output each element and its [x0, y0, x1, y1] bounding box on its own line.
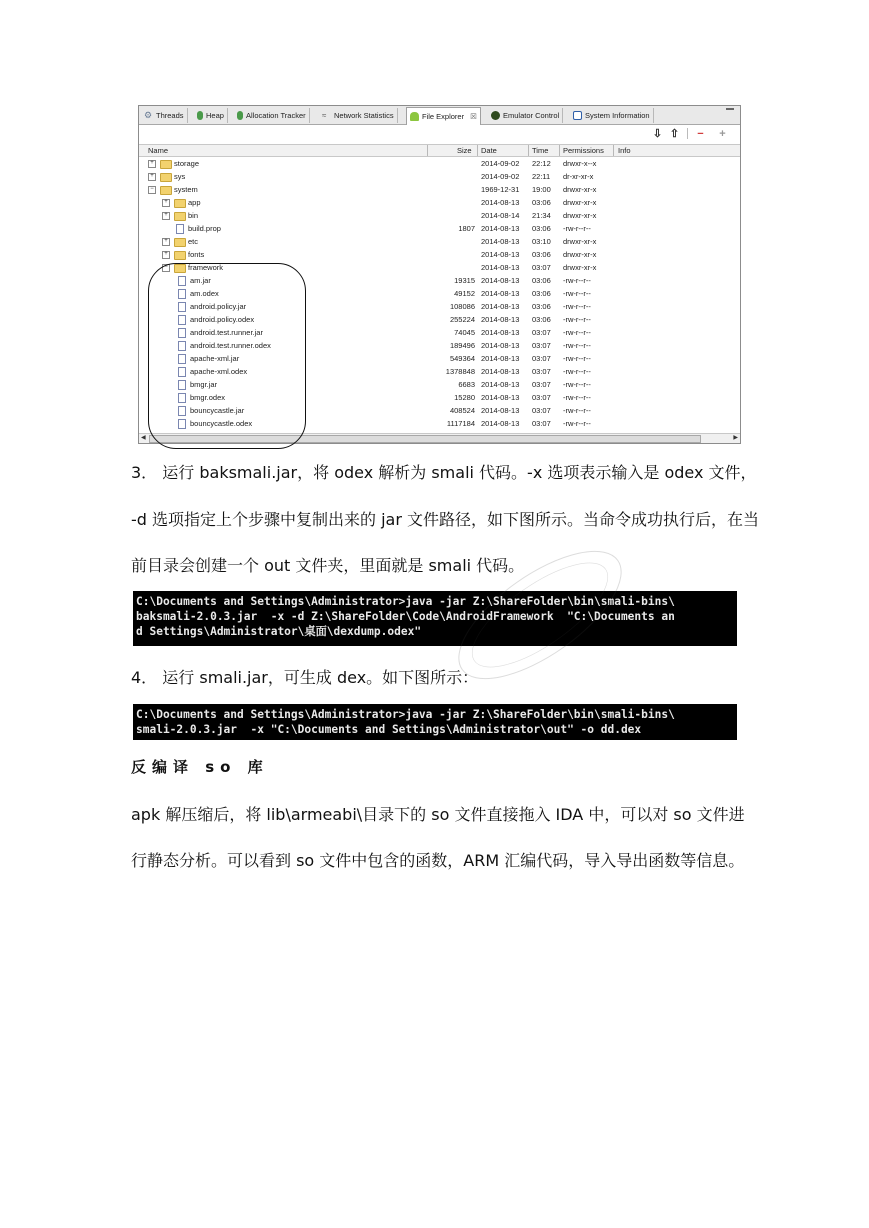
file-time: 03:07: [532, 354, 551, 363]
file-name: etc: [188, 237, 199, 246]
tree-folder-row[interactable]: [139, 235, 740, 248]
file-name: bmgr.odex: [190, 393, 226, 402]
file-permissions: -rw-r--r--: [563, 276, 591, 285]
file-time: 03:07: [532, 406, 551, 415]
file-time: 19:00: [532, 185, 551, 194]
step3-line3: 前目录会创建一个 out 文件夹，里面就是 smali 代码。: [131, 556, 525, 575]
tab-system-information[interactable]: [570, 108, 654, 123]
file-time: 03:06: [532, 276, 551, 285]
file-permissions: -rw-r--r--: [563, 367, 591, 376]
expand-icon[interactable]: +: [148, 160, 156, 168]
heap-icon: [197, 111, 203, 120]
pull-file-icon[interactable]: ⇩: [652, 128, 663, 140]
file-name: bouncycastle.odex: [190, 419, 253, 428]
file-date: 2014-08-13: [481, 406, 520, 415]
view-tab-bar: [139, 106, 740, 125]
console-line: C:\Documents and Settings\Administrator>java -jar Z:\ShareFolder\bin\smali-bins\: [136, 595, 675, 608]
section-line2: 行静态分析。可以看到 so 文件中包含的函数，ARM 汇编代码，导入导出函数等信息。: [131, 851, 745, 870]
file-date: 2014-08-13: [481, 276, 520, 285]
file-icon: [178, 341, 186, 351]
expand-icon[interactable]: +: [162, 251, 170, 259]
file-icon: [178, 276, 186, 286]
file-icon: [178, 393, 186, 403]
file-date: 2014-08-14: [481, 211, 520, 220]
folder-icon: [174, 264, 186, 273]
file-time: 03:06: [532, 289, 551, 298]
file-time: 22:12: [532, 159, 551, 168]
folder-icon: [174, 212, 186, 221]
console-line: smali-2.0.3.jar -x "C:\Documents and Settings\Administrator\out" -o dd.dex: [136, 723, 642, 736]
tree-file-row[interactable]: [139, 313, 740, 326]
push-file-icon[interactable]: ⇧: [669, 128, 680, 140]
folder-icon: [174, 251, 186, 260]
file-permissions: drwxr-x--x: [563, 159, 597, 168]
file-permissions: -rw-r--r--: [563, 341, 591, 350]
tab-label: Emulator Control: [503, 111, 560, 120]
step3-line1: 3． 运行 baksmali.jar，将 odex 解析为 smali 代码。-x 选项表示输入是 odex 文件，: [131, 463, 757, 482]
file-time: 03:07: [532, 393, 551, 402]
file-icon: [178, 315, 186, 325]
file-time: 03:06: [532, 302, 551, 311]
file-date: 2014-08-13: [481, 328, 520, 337]
file-permissions: -rw-r--r--: [563, 224, 591, 233]
scroll-right-icon[interactable]: ▶: [733, 435, 738, 441]
expand-icon[interactable]: +: [162, 199, 170, 207]
file-name: app: [188, 198, 201, 207]
file-date: 2014-08-13: [481, 289, 520, 298]
file-permissions: drwxr-xr-x: [563, 250, 597, 259]
ddms-file-explorer-screenshot: [138, 105, 741, 444]
tree-file-row[interactable]: [139, 404, 740, 417]
file-name: apache-xml.odex: [190, 367, 248, 376]
file-time: 03:10: [532, 237, 551, 246]
file-size: 19315: [454, 276, 475, 285]
section-heading: 反编译 so 库: [131, 758, 269, 776]
file-name: android.policy.jar: [190, 302, 247, 311]
file-icon: [178, 367, 186, 377]
file-date: 2014-08-13: [481, 341, 520, 350]
tab-label: Allocation Tracker: [246, 111, 306, 120]
tree-file-row[interactable]: [139, 287, 740, 300]
tab-label: File Explorer: [422, 112, 465, 121]
file-permissions: drwxr-xr-x: [563, 263, 597, 272]
file-permissions: -rw-r--r--: [563, 393, 591, 402]
file-permissions: -rw-r--r--: [563, 380, 591, 389]
step3-line2: -d 选项指定上个步骤中复制出来的 jar 文件路径，如下图所示。当命令成功执行后，在当: [131, 510, 760, 529]
column-info[interactable]: Info: [618, 146, 631, 155]
smali-console-screenshot: [133, 704, 737, 740]
tree-file-row[interactable]: [139, 300, 740, 313]
file-time: 03:06: [532, 224, 551, 233]
file-icon: [178, 328, 186, 338]
console-line: baksmali-2.0.3.jar -x -d Z:\ShareFolder\Code\AndroidFramework "C:\Documents an: [136, 610, 675, 623]
file-name: bouncycastle.jar: [190, 406, 245, 415]
file-time: 03:07: [532, 367, 551, 376]
file-time: 03:07: [532, 263, 551, 272]
column-time[interactable]: Time: [532, 146, 549, 155]
file-name: apache-xml.jar: [190, 354, 240, 363]
file-date: 2014-08-13: [481, 250, 520, 259]
file-permissions: drwxr-xr-x: [563, 198, 597, 207]
file-size: 15280: [454, 393, 475, 402]
file-icon: [178, 289, 186, 299]
network-icon: ≈: [322, 111, 327, 120]
folder-icon: [174, 238, 186, 247]
file-icon: [178, 406, 186, 416]
emulator-icon: [491, 111, 500, 120]
tree-folder-row[interactable]: [139, 248, 740, 261]
file-icon: [178, 302, 186, 312]
file-size: 74045: [454, 328, 475, 337]
file-time: 03:07: [532, 419, 551, 428]
file-time: 03:07: [532, 328, 551, 337]
file-date: 1969-12-31: [481, 185, 520, 194]
column-header: [139, 144, 740, 157]
console-line: d Settings\Administrator\桌面\dexdump.odex": [136, 625, 422, 638]
file-time: 21:34: [532, 211, 551, 220]
file-name: am.jar: [190, 276, 211, 285]
tab-label: Network Statistics: [334, 111, 394, 120]
file-icon: [178, 354, 186, 364]
file-date: 2014-08-13: [481, 419, 520, 428]
column-date[interactable]: Date: [481, 146, 497, 155]
tree-file-row[interactable]: [139, 365, 740, 378]
file-size: 49152: [454, 289, 475, 298]
minimize-icon[interactable]: [726, 108, 734, 112]
file-name: am.odex: [190, 289, 219, 298]
tree-file-row[interactable]: [139, 274, 740, 287]
baksmali-console-screenshot: [133, 591, 737, 646]
tree-file-row[interactable]: [139, 352, 740, 365]
tree-folder-row[interactable]: [139, 261, 740, 274]
file-size: 408524: [449, 406, 475, 415]
new-folder-icon[interactable]: +: [719, 127, 726, 140]
section-line1: apk 解压缩后，将 lib\armeabi\目录下的 so 文件直接拖入 IDA 中，可以对 so 文件进: [131, 805, 745, 824]
file-permissions: drwxr-xr-x: [563, 211, 597, 220]
file-permissions: -rw-r--r--: [563, 315, 591, 324]
collapse-icon[interactable]: −: [162, 264, 170, 272]
file-permissions: drwxr-xr-x: [563, 237, 597, 246]
file-icon: [178, 419, 186, 429]
expand-icon[interactable]: +: [148, 173, 156, 181]
file-size: 6683: [458, 380, 475, 389]
file-name: storage: [174, 159, 200, 168]
file-time: 22:11: [532, 172, 551, 181]
file-name: bin: [188, 211, 199, 220]
file-date: 2014-09-02: [481, 172, 520, 181]
file-date: 2014-08-13: [481, 224, 520, 233]
delete-icon[interactable]: −: [697, 127, 704, 140]
file-name: framework: [188, 263, 224, 272]
file-date: 2014-08-13: [481, 380, 520, 389]
tree-folder-row[interactable]: [139, 209, 740, 222]
toolbar-divider: [687, 128, 688, 139]
file-explorer-toolbar: [139, 125, 740, 142]
file-size: 1378848: [445, 367, 475, 376]
file-name: bmgr.jar: [190, 380, 218, 389]
tree-file-row[interactable]: [139, 378, 740, 391]
column-permissions[interactable]: Permissions: [563, 146, 604, 155]
tree-file-row[interactable]: [139, 417, 740, 430]
tab-label: Heap: [206, 111, 224, 120]
file-name: android.test.runner.jar: [190, 328, 263, 337]
file-date: 2014-08-13: [481, 367, 520, 376]
file-date: 2014-08-13: [481, 302, 520, 311]
tree-folder-row[interactable]: [139, 183, 740, 196]
folder-icon: [174, 199, 186, 208]
file-size: 255224: [449, 315, 475, 324]
file-name: android.test.runner.odex: [190, 341, 271, 350]
file-name: android.policy.odex: [190, 315, 255, 324]
sysinfo-icon: [573, 111, 582, 120]
tree-folder-row[interactable]: [139, 170, 740, 183]
tree-file-row[interactable]: [139, 222, 740, 235]
tab-threads[interactable]: [141, 108, 188, 123]
file-permissions: -rw-r--r--: [563, 419, 591, 428]
file-time: 03:06: [532, 250, 551, 259]
collapse-icon[interactable]: −: [148, 186, 156, 194]
file-permissions: dr-xr-xr-x: [563, 172, 594, 181]
file-size: 189496: [449, 341, 475, 350]
step4-line1: 4． 运行 smali.jar，可生成 dex。如下图所示：: [131, 668, 479, 687]
file-name: fonts: [188, 250, 205, 259]
file-permissions: -rw-r--r--: [563, 302, 591, 311]
column-name[interactable]: Name: [148, 146, 169, 155]
file-name: build.prop: [188, 224, 221, 233]
file-date: 2014-08-13: [481, 237, 520, 246]
tab-file-explorer[interactable]: [406, 107, 481, 125]
file-date: 2014-08-13: [481, 315, 520, 324]
file-name: system: [174, 185, 198, 194]
file-date: 2014-08-13: [481, 263, 520, 272]
horizontal-scrollbar[interactable]: [139, 433, 740, 443]
tree-folder-row[interactable]: [139, 196, 740, 209]
file-icon: [176, 224, 184, 234]
android-icon: [410, 112, 419, 121]
file-permissions: -rw-r--r--: [563, 289, 591, 298]
file-size: 1117184: [446, 419, 475, 428]
file-time: 03:07: [532, 341, 551, 350]
file-date: 2014-08-13: [481, 354, 520, 363]
file-name: sys: [174, 172, 186, 181]
tab-emulator-control[interactable]: [488, 108, 563, 123]
file-permissions: drwxr-xr-x: [563, 185, 597, 194]
file-permissions: -rw-r--r--: [563, 354, 591, 363]
scroll-left-icon[interactable]: ◀: [141, 435, 146, 441]
console-line: C:\Documents and Settings\Administrator>java -jar Z:\ShareFolder\bin\smali-bins\: [136, 708, 675, 721]
file-date: 2014-08-13: [481, 198, 520, 207]
allocation-icon: [237, 111, 243, 120]
tab-label: Threads: [156, 111, 184, 120]
tab-network-statistics[interactable]: [319, 108, 398, 123]
threads-icon: ⚙: [144, 110, 153, 120]
file-date: 2014-09-02: [481, 159, 520, 168]
expand-icon[interactable]: +: [162, 212, 170, 220]
tree-file-row[interactable]: [139, 339, 740, 352]
folder-icon: [160, 160, 172, 169]
file-time: 03:07: [532, 380, 551, 389]
tab-label: System Information: [585, 111, 650, 120]
folder-icon: [160, 173, 172, 182]
file-size: 108086: [449, 302, 475, 311]
tree-file-row[interactable]: [139, 326, 740, 339]
file-permissions: -rw-r--r--: [563, 406, 591, 415]
file-permissions: -rw-r--r--: [563, 328, 591, 337]
expand-icon[interactable]: +: [162, 238, 170, 246]
file-time: 03:06: [532, 198, 551, 207]
scrollbar-thumb[interactable]: [149, 435, 701, 443]
file-date: 2014-08-13: [481, 393, 520, 402]
tree-file-row[interactable]: [139, 391, 740, 404]
folder-icon: [160, 186, 172, 195]
close-icon[interactable]: ☒: [470, 112, 477, 121]
file-icon: [178, 380, 186, 390]
file-size: 1807: [458, 224, 475, 233]
file-size: 549364: [449, 354, 475, 363]
tree-folder-row[interactable]: [139, 157, 740, 170]
tab-allocation-tracker[interactable]: [234, 108, 310, 123]
column-size[interactable]: Size: [457, 146, 472, 155]
file-time: 03:06: [532, 315, 551, 324]
tab-heap[interactable]: [194, 108, 228, 123]
